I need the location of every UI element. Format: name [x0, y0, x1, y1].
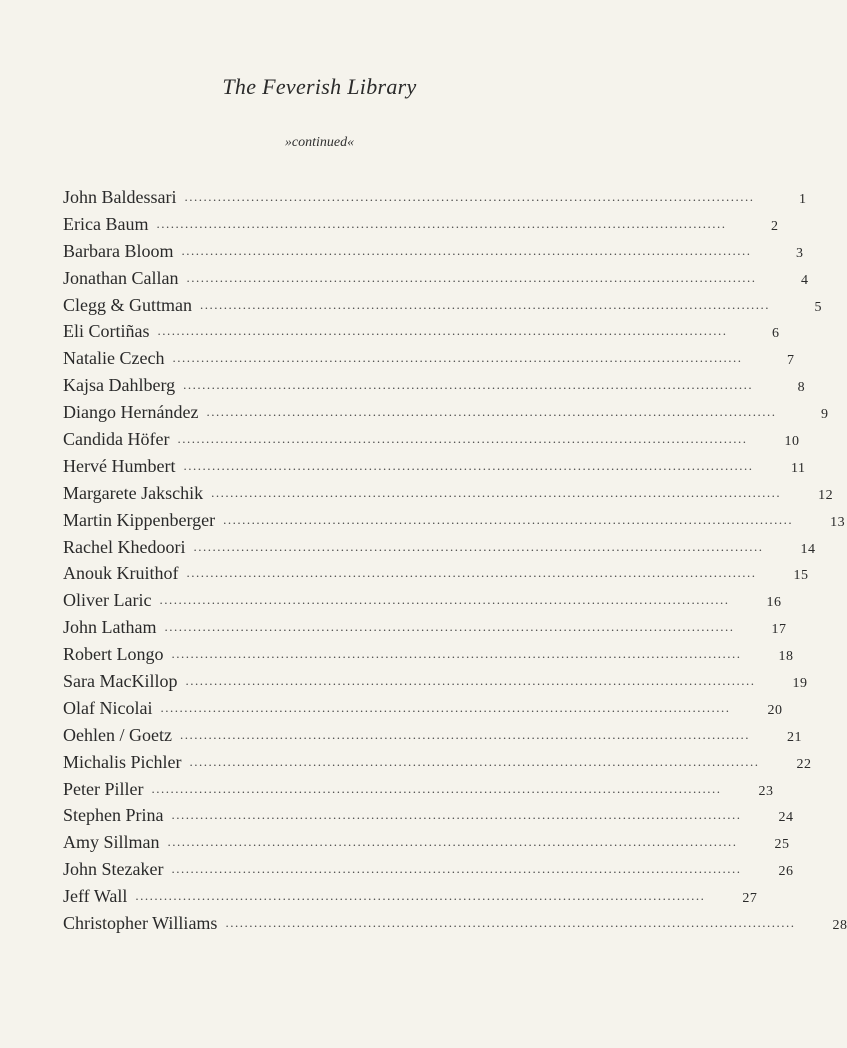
toc-entry	[63, 480, 834, 507]
toc-entry-page-number: 6	[772, 326, 780, 342]
toc-entry-name: John Latham	[63, 617, 157, 638]
toc-entry-name: Margarete Jakschik	[63, 482, 204, 503]
toc-entry	[63, 614, 787, 641]
toc-entry-page-number: 13	[830, 514, 846, 530]
dot-leader: ........................................................................................................................	[157, 323, 728, 339]
toc-entry	[63, 265, 809, 292]
toc-entry	[63, 722, 802, 749]
toc-entry-name: John Stezaker	[63, 859, 164, 880]
toc-entry	[63, 749, 812, 776]
toc-entry	[63, 776, 774, 803]
toc-entry	[63, 318, 780, 345]
dot-leader: ........................................................................................................................	[156, 215, 727, 231]
toc-entry	[63, 453, 806, 480]
dot-leader: ........................................................................................................................	[183, 377, 754, 393]
dot-leader: ........................................................................................................................	[151, 780, 722, 796]
dot-leader: ........................................................................................................................	[184, 189, 755, 204]
toc-entry-page-number: 9	[820, 407, 829, 423]
toc-entry-page-number: 4	[800, 272, 809, 288]
toc-entry-page-number: 15	[793, 568, 809, 584]
toc-entry	[63, 184, 807, 211]
toc-entry-page-number: 26	[778, 864, 794, 880]
toc-entry-page-number: 22	[796, 756, 812, 772]
toc-entry-page-number: 23	[758, 783, 774, 799]
toc-entry-name: Robert Longo	[63, 644, 164, 665]
dot-leader: ........................................................................................................................	[223, 511, 794, 527]
toc-entry-page-number: 14	[800, 541, 816, 557]
toc-entry-name: Oliver Laric	[63, 590, 152, 611]
toc-entry-name: Eli Cortiñas	[63, 321, 150, 342]
dot-leader: ........................................................................................................................	[171, 646, 742, 662]
toc-entry	[63, 534, 816, 561]
dot-leader: ........................................................................................................................	[171, 807, 742, 823]
toc-entry-page-number: 20	[767, 702, 783, 718]
toc-entry-name: Erica Baum	[63, 213, 149, 234]
dot-leader: ........................................................................................................................	[172, 350, 743, 366]
toc-entry-page-number: 21	[786, 729, 802, 745]
toc-entry-name: John Baldessari	[63, 187, 177, 207]
dot-leader: ........................................................................................................................	[200, 296, 770, 312]
dot-leader: ........................................................................................................................	[186, 269, 757, 285]
toc-entry	[63, 910, 847, 937]
toc-entry-page-number: 12	[818, 487, 834, 503]
dot-leader: ........................................................................................................................	[183, 457, 754, 473]
toc-entry-page-number: 16	[766, 595, 782, 611]
toc-entry-name: Candida Höfer	[63, 429, 170, 450]
dot-leader: ........................................................................................................................	[159, 592, 730, 608]
page-title: The Feverish Library	[222, 74, 417, 99]
toc-entry-name: Oehlen / Goetz	[63, 724, 172, 745]
table-of-contents	[63, 184, 847, 937]
toc-entry-page-number: 7	[786, 353, 795, 369]
toc-entry-name: Martin Kippenberger	[63, 509, 216, 530]
dot-leader: ........................................................................................................................	[179, 726, 750, 742]
dot-leader: ........................................................................................................................	[189, 753, 760, 769]
toc-entry-page-number: 17	[771, 622, 787, 638]
toc-entry-page-number: 25	[774, 837, 790, 853]
dot-leader: ........................................................................................................................	[206, 404, 777, 420]
toc-entry-name: Christopher Williams	[63, 913, 218, 934]
dot-leader: ........................................................................................................................	[167, 834, 738, 850]
toc-entry	[63, 587, 782, 614]
toc-entry	[63, 829, 790, 856]
toc-entry-name: Rachel Khedoori	[63, 536, 186, 557]
toc-entry	[63, 238, 804, 265]
toc-entry	[63, 560, 809, 587]
toc-entry-name: Kajsa Dahlberg	[63, 375, 176, 396]
toc-entry-name: Amy Sillman	[63, 832, 160, 853]
toc-entry-name: Michalis Pichler	[63, 751, 182, 772]
toc-entry-name: Diango Hernández	[63, 402, 199, 423]
toc-entry-name: Natalie Czech	[63, 348, 165, 369]
toc-entry-name: Clegg & Guttman	[63, 294, 192, 315]
toc-entry-name: Hervé Humbert	[63, 455, 176, 476]
toc-entry-name: Barbara Bloom	[63, 240, 174, 261]
toc-entry	[63, 399, 829, 426]
toc-entry	[63, 883, 758, 910]
toc-entry-page-number: 19	[792, 676, 808, 692]
dot-leader: ........................................................................................................................	[185, 673, 756, 689]
toc-entry	[63, 292, 822, 319]
toc-entry	[63, 641, 794, 668]
dot-leader: ........................................................................................................................	[193, 538, 764, 554]
toc-entry-page-number: 3	[795, 245, 804, 261]
toc-entry	[63, 345, 795, 372]
toc-entry-page-number: 28	[832, 918, 847, 934]
toc-entry	[63, 372, 806, 399]
dot-leader: ........................................................................................................................	[177, 431, 748, 447]
dot-leader: ........................................................................................................................	[135, 888, 706, 904]
toc-entry	[63, 695, 783, 722]
toc-entry-page-number: 5	[814, 299, 822, 315]
dot-leader: ........................................................................................................................	[164, 619, 735, 635]
toc-entry-page-number: 1	[798, 192, 807, 207]
toc-entry-page-number: 8	[797, 380, 806, 396]
dot-leader: ........................................................................................................................	[181, 242, 752, 258]
dot-leader: ........................................................................................................................	[171, 861, 742, 877]
toc-entry-page-number: 18	[778, 649, 794, 665]
dot-leader: ........................................................................................................................	[160, 699, 731, 715]
toc-entry-name: Sara MacKillop	[63, 671, 178, 692]
toc-entry-name: Anouk Kruithof	[63, 563, 179, 584]
toc-entry	[63, 802, 794, 829]
toc-entry	[63, 507, 846, 534]
toc-entry	[63, 668, 808, 695]
toc-entry-name: Jonathan Callan	[63, 267, 179, 288]
toc-entry	[63, 211, 779, 238]
toc-entry-page-number: 27	[742, 891, 758, 907]
dot-leader: ........................................................................................................................	[186, 565, 757, 581]
toc-entry-name: Stephen Prina	[63, 805, 164, 826]
toc-entry	[63, 856, 794, 883]
toc-entry-name: Olaf Nicolai	[63, 697, 153, 718]
toc-entry	[63, 426, 800, 453]
toc-entry-page-number: 10	[784, 434, 800, 450]
page-subtitle: »continued«	[284, 135, 355, 150]
dot-leader: ........................................................................................................................	[211, 484, 782, 500]
toc-entry-name: Peter Piller	[63, 778, 144, 799]
toc-entry-page-number: 11	[790, 460, 806, 476]
toc-entry-name: Jeff Wall	[63, 886, 128, 907]
dot-leader: ........................................................................................................................	[225, 915, 796, 931]
toc-entry-page-number: 24	[778, 810, 794, 826]
toc-entry-page-number: 2	[770, 218, 779, 234]
